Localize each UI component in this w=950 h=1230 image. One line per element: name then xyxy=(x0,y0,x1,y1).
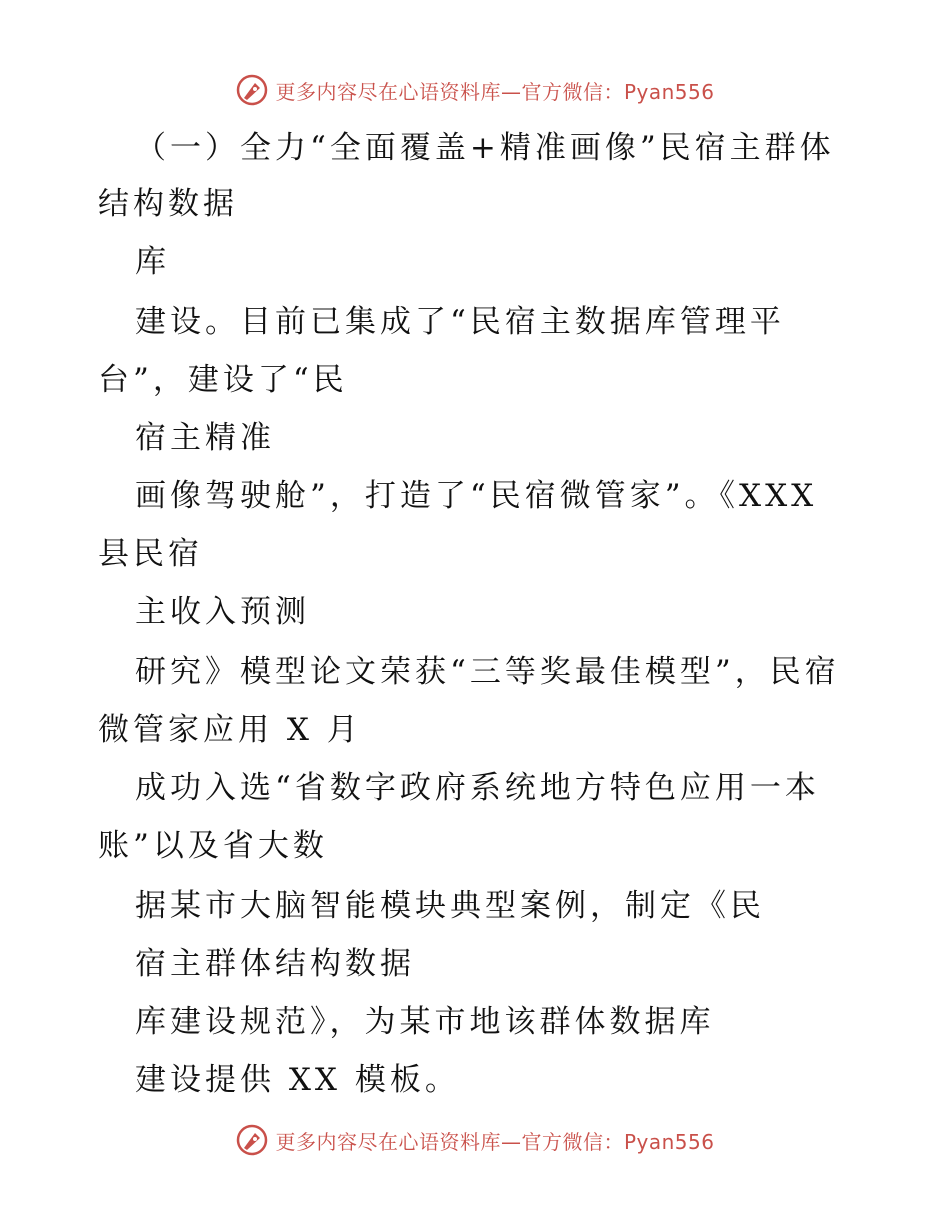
paragraph-line: 建设。目前已集成了“民宿主数据库管理平 xyxy=(135,304,785,340)
paragraph-line: 主收入预测 xyxy=(135,594,310,630)
footer-watermark xyxy=(0,1120,950,1160)
paragraph-line: 账”以及省大数 xyxy=(98,828,328,864)
paragraph-line: 研究》模型论文荣获“三等奖最佳模型”，民宿 xyxy=(135,654,840,690)
paragraph-line: 结构数据 xyxy=(98,186,238,222)
paragraph-line: 成功入选“省数字政府系统地方特色应用一本 xyxy=(135,770,820,806)
paragraph-line: （一）全力“全面覆盖+精准画像”民宿主群体 xyxy=(135,130,835,166)
paragraph-line: 台”，建设了“民 xyxy=(98,362,348,398)
paragraph-line: 库 xyxy=(135,244,170,280)
paragraph-line: 宿主精准 xyxy=(135,420,275,456)
paragraph-line: 建设提供 XX 模板。 xyxy=(135,1062,460,1098)
pen-nib-icon xyxy=(235,1123,269,1157)
watermark-text: 更多内容尽在心语资料库—官方微信：Pyan556 xyxy=(275,79,715,104)
paragraph-line: 微管家应用 X 月 xyxy=(98,712,362,748)
paragraph-line: 画像驾驶舱”，打造了“民宿微管家”。《XXX xyxy=(135,478,818,514)
paragraph-line: 宿主群体结构数据 xyxy=(135,946,415,982)
paragraph-line: 据某市大脑智能模块典型案例，制定《民 xyxy=(135,888,765,924)
paragraph-line: 库建设规范》，为某市地该群体数据库 xyxy=(135,1004,715,1040)
paragraph-line: 县民宿 xyxy=(98,536,203,572)
watermark-text: 更多内容尽在心语资料库—官方微信：Pyan556 xyxy=(275,1129,715,1154)
